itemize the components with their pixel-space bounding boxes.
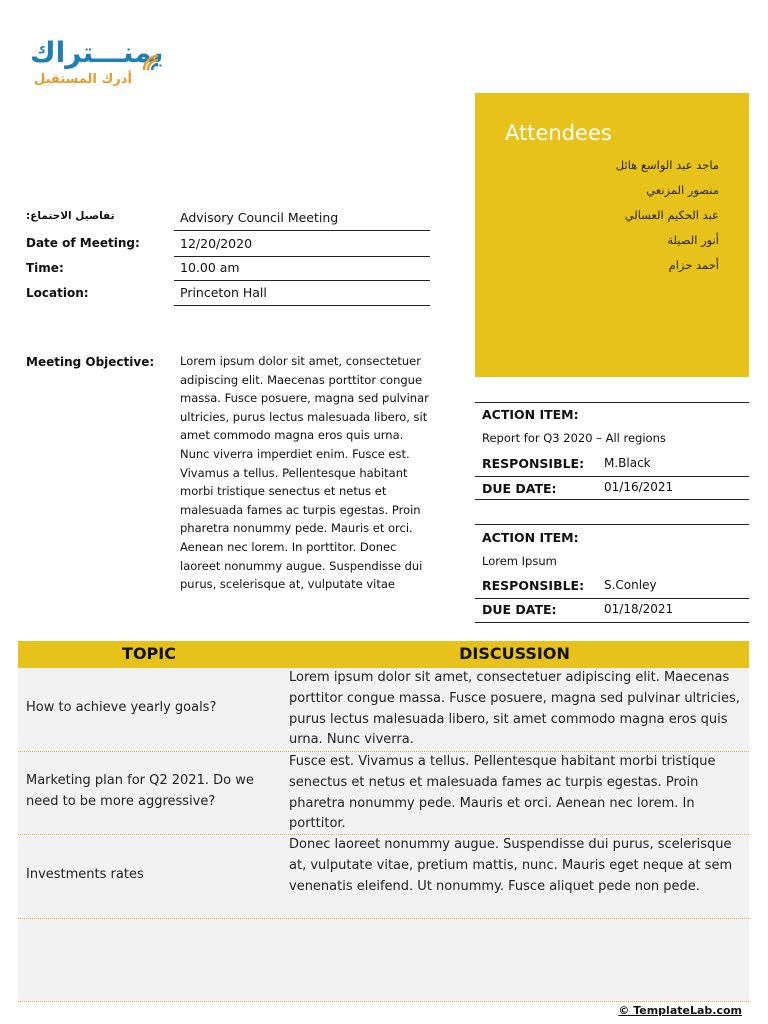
responsible-label: RESPONSIBLE: — [482, 456, 585, 471]
attendee-name: ماجد عبد الواسع هائل — [615, 158, 719, 172]
location-label: Location: — [26, 286, 89, 300]
meeting-details-value: Advisory Council Meeting — [180, 210, 339, 225]
due-date-value: 01/18/2021 — [604, 602, 674, 616]
topic-discussion-table — [18, 641, 749, 1002]
divider — [174, 280, 430, 281]
topic-cell: How to achieve yearly goals? — [26, 700, 217, 715]
location-value: Princeton Hall — [180, 285, 267, 300]
signal-waves-icon — [140, 42, 172, 74]
action-item-text: Report for Q3 2020 – All regions — [482, 431, 666, 445]
discussion-cell: Lorem ipsum dolor sit amet, consectetuer adipiscing elit. Maecenas porttitor congue massa. Fusce posuere, magna sed pulvinar ultricies, purus lectus malesuada libero, sit amet commodo magna eros quis urna. Nunc viverra. — [289, 670, 740, 748]
due-date-value: 01/16/2021 — [604, 480, 674, 494]
due-date-label: DUE DATE: — [482, 481, 557, 496]
date-value: 12/20/2020 — [180, 236, 253, 251]
responsible-value: M.Black — [604, 456, 651, 470]
attendee-name: أنور الصيلة — [667, 233, 719, 247]
attendees-title: Attendees — [505, 121, 612, 145]
discussion-cell: Fusce est. Vivamus a tellus. Pellentesque habitant morbi tristique senectus et netus et malesuada fames ac turpis egestas. Proin pharetra nonummy pede. Mauris et orci. Aenean nec lorem. In porttitor. — [289, 754, 716, 832]
divider — [174, 256, 430, 257]
divider — [475, 476, 749, 477]
attendees-panel — [475, 93, 749, 377]
date-label: Date of Meeting: — [26, 236, 140, 250]
attendees-list — [616, 153, 719, 278]
attendee-name: أحمد حزام — [668, 258, 719, 272]
table-header — [18, 641, 749, 668]
due-date-label: DUE DATE: — [482, 602, 557, 617]
logo-main-text: يمنـــتراك — [30, 36, 164, 69]
action-item-text: Lorem Ipsum — [482, 554, 557, 568]
action-box-bottom-rule — [475, 499, 749, 500]
logo-tagline: أدرك المستقبل — [34, 72, 132, 87]
responsible-value: S.Conley — [604, 578, 657, 592]
footer-credit-link[interactable]: © TemplateLab.com — [618, 1004, 742, 1017]
action-item-label: ACTION ITEM: — [482, 407, 579, 422]
time-label: Time: — [26, 261, 64, 275]
table-row — [18, 835, 749, 919]
topic-header: TOPIC — [122, 644, 176, 663]
discussion-cell: Donec laoreet nonummy augue. Suspendisse dui purus, scelerisque at, vulputate vitae, pretium mattis, nunc. Mauris eget neque at sem venenatis eleifend. Ut nonummy. Fusce aliquet pede non pede. — [289, 837, 733, 894]
objective-label: Meeting Objective: — [26, 355, 155, 369]
objective-text: Lorem ipsum dolor sit amet, consectetuer adipiscing elit. Maecenas porttitor congue massa. Fusce posuere, magna sed pulvinar ultricies, purus lectus malesuada libero, sit amet commodo magna eros quis urna. Nunc viverra imperdiet enim. Fusce est. Vivamus a tellus. Pellentesque habitant morbi tristique senectus et netus et malesuada fames ac turpis egestas. Proin pharetra nonummy pede. Mauris et orci. Aenean nec lorem. In porttitor. Donec laoreet nonummy augue. Suspendisse dui purus, scelerisque at, vulputate vitae — [180, 354, 429, 592]
action-item-label: ACTION ITEM: — [482, 530, 579, 545]
table-row — [18, 668, 749, 752]
topic-cell: Investments rates — [26, 867, 144, 882]
attendee-name: عبد الحكيم العسالي — [624, 208, 719, 222]
table-row — [18, 752, 749, 835]
divider — [174, 230, 430, 231]
divider — [174, 305, 430, 306]
topic-cell: Marketing plan for Q2 2021. Do we need to be more aggressive? — [26, 773, 254, 809]
time-value: 10.00 am — [180, 260, 240, 275]
company-logo — [24, 36, 174, 96]
divider — [475, 598, 749, 599]
table-row — [18, 919, 749, 1002]
attendee-name: منصور المزنعي — [646, 183, 719, 197]
meeting-details-label: :تفاصيل الاجتماع — [26, 210, 115, 222]
discussion-header: DISCUSSION — [459, 644, 570, 663]
action-box-top-rule — [475, 402, 749, 403]
responsible-label: RESPONSIBLE: — [482, 578, 585, 593]
action-box-top-rule — [475, 524, 749, 525]
action-box-bottom-rule — [475, 622, 749, 623]
